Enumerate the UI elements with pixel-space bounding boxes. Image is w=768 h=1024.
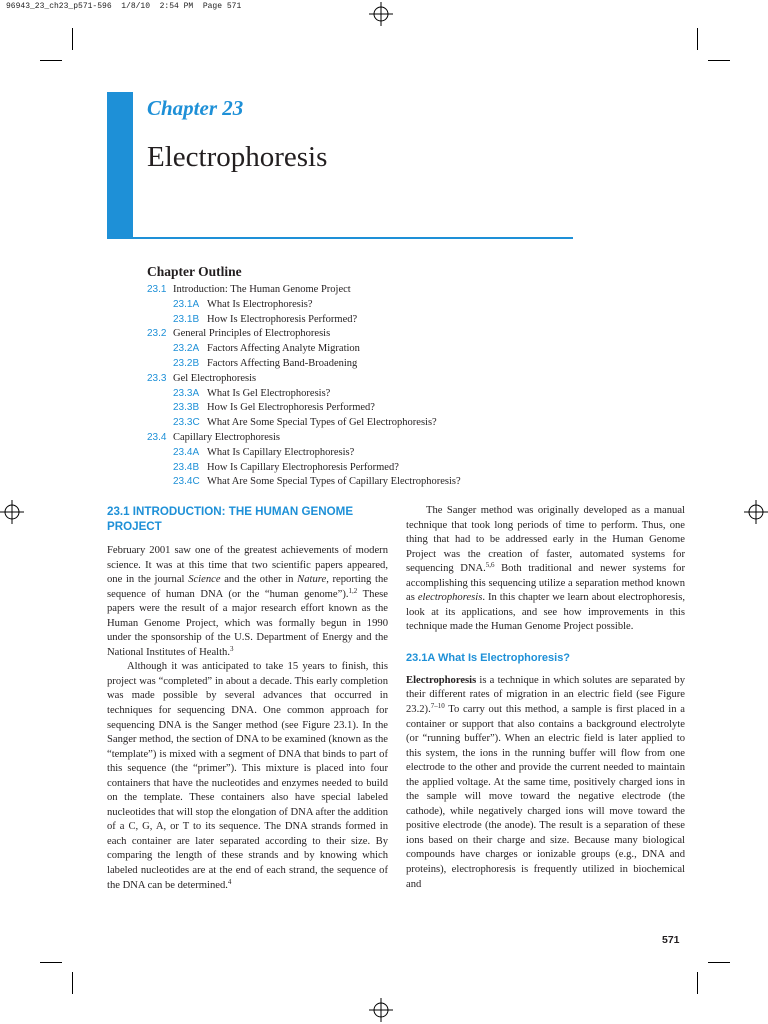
subsection-heading: 23.1A What Is Electrophoresis? [406, 651, 571, 664]
page-number: 571 [662, 934, 680, 946]
outline-subsection [147, 416, 587, 431]
crop-mark [708, 962, 730, 963]
outline-title: General Principles of Electrophoresis [173, 328, 331, 340]
outline-number: 23.3A [173, 387, 200, 399]
outline-section [147, 372, 587, 387]
crop-mark [72, 972, 73, 994]
chapter-accent-bar [107, 92, 133, 239]
chapter-label: Chapter 23 [147, 96, 244, 120]
outline-title: What Are Some Special Types of Capillary Electrophoresis? [207, 476, 461, 488]
outline-section [147, 283, 587, 298]
left-column [107, 504, 388, 893]
outline-number: 23.3 [147, 372, 167, 384]
outline-subsection [147, 461, 587, 476]
outline-number: 23.3C [173, 417, 200, 429]
crop-mark [72, 28, 73, 50]
outline-subsection [147, 357, 587, 372]
crop-mark [697, 972, 698, 994]
citation-superscript: 1,2 [348, 586, 358, 595]
chapter-title: Electrophoresis [147, 141, 328, 173]
paragraph: February 2001 saw one of the greatest achievements of modern science. It was at this time that two scientific papers appeared, one in the journal Science and the other in Nature, reporting the sequence of human DNA (or the “human genome”).$^{1,2}$ These papers were the result of a major research effort known as the Human Genome Project, which was formally begun in 1990 under the sponsorship of the U.S. Department of Energy and the National Institutes of Health.$^3$ [107, 545, 388, 658]
registration-mark-icon [744, 500, 768, 524]
outline-title: What Is Gel Electrophoresis? [207, 387, 331, 399]
outline-subsection [147, 298, 587, 313]
crop-mark [697, 28, 698, 50]
outline-subsection [147, 475, 587, 490]
crop-mark [40, 60, 62, 61]
outline-section [147, 431, 587, 446]
outline-title: How Is Capillary Electrophoresis Performed? [207, 461, 399, 473]
outline-list [147, 283, 587, 490]
outline-number: 23.4 [147, 431, 167, 443]
outline-number: 23.2B [173, 357, 200, 369]
citation-superscript: 7–10 [430, 702, 445, 711]
outline-title: How Is Gel Electrophoresis Performed? [207, 402, 375, 414]
paragraph: Electrophoresis is a technique in which solutes are separated by their different rates of migration in an electric field (see Figure 23.2).$^{7-10}$ To carry out this method, a sample is first placed in a container or support that also contains a background electrolyte (or “running buffer”). When an electric field is later applied to this system, the ions in the running buffer will flow from one electrode to the other and provide the current needed to maintain the applied voltage. At the same time, positively charged ions in the sample will move toward the negative electrode (the cathode), while negatively charged ions will move toward the positive electrode (the anode). The result is a separation of these ions based on their charge and size. Because many biological compounds have charges or ionizable groups (e.g., DNA and proteins), electrophoresis is frequently utilized in biochemical and [406, 674, 685, 890]
outline-title: What Are Some Special Types of Gel Electrophoresis? [207, 417, 437, 429]
outline-subsection [147, 313, 587, 328]
outline-section [147, 327, 587, 342]
outline-title: Gel Electrophoresis [173, 372, 257, 384]
outline-number: 23.1B [173, 313, 200, 325]
citation-superscript: 3 [229, 644, 234, 653]
outline-number: 23.3B [173, 402, 200, 414]
registration-mark-icon [0, 500, 24, 524]
registration-mark-icon [369, 2, 393, 26]
registration-mark-icon [369, 998, 393, 1022]
paragraph: The Sanger method was originally developed as a manual technique that took long periods of time to perform. Thus, one thing that had to be addressed early in the Human Genome Project was the creation of faster, automated systems for sequencing DNA.$^{5,6}$ Both traditional and newer systems for accomplishing this sequencing utilize a separation method known as electrophoresis. In this chapter we learn about electrophoresis, look at its applications, and see how improvements in this technique made the Human Genome Project possible. [406, 505, 685, 633]
outline-title: What Is Electrophoresis? [207, 298, 313, 310]
outline-number: 23.4B [173, 461, 200, 473]
outline-heading: Chapter Outline [147, 264, 242, 279]
paragraph: Although it was anticipated to take 15 years to finish, this project was “completed” in about a decade. This early completion was made possible by several advances that occurred in techniques for sequencing DNA. One common approach for sequencing DNA is the Sanger method (see Figure 23.1). In the Sanger method, the section of DNA to be examined (known as the “template”) is mixed with a segment of DNA that binds to part of this sequence (the “primer”). This mixture is placed into four containers that have the nucleotides and enzymes needed to build on the template. These containers also have special labeled nucleotides that will stop the elongation of DNA after the addition of a C, G, A, or T to its sequence. The DNA strands formed in each container are later separated according to their size. By comparing the length of these strands and by knowing which labeled nucleotides are at the end of each strand, the sequence of the DNA can be determined.$^4$ [107, 661, 388, 891]
outline-subsection [147, 342, 587, 357]
outline-subsection [147, 401, 587, 416]
outline-number: 23.1A [173, 298, 200, 310]
outline-number: 23.4A [173, 446, 200, 458]
chapter-accent-rule [107, 237, 573, 239]
crop-mark [40, 962, 62, 963]
outline-number: 23.1 [147, 284, 167, 295]
chapter-outline [147, 264, 587, 490]
print-slug: 96943_23_ch23_p571-596 1/8/10 2:54 PM Page 571 [6, 2, 242, 11]
citation-superscript: 5,6 [485, 561, 495, 570]
outline-title: Introduction: The Human Genome Project [173, 284, 351, 295]
outline-title: Factors Affecting Analyte Migration [207, 343, 360, 355]
citation-superscript: 4 [227, 877, 232, 886]
outline-subsection [147, 387, 587, 402]
outline-subsection [147, 446, 587, 461]
outline-title: How Is Electrophoresis Performed? [207, 313, 358, 325]
outline-number: 23.2 [147, 328, 167, 340]
outline-number: 23.2A [173, 343, 200, 355]
outline-title: Capillary Electrophoresis [173, 431, 281, 443]
crop-mark [708, 60, 730, 61]
section-heading: 23.1 INTRODUCTION: THE HUMAN GENOME PROJECT [107, 505, 354, 533]
outline-number: 23.4C [173, 476, 200, 488]
outline-title: Factors Affecting Band-Broadening [207, 357, 358, 369]
right-column [406, 504, 685, 892]
outline-title: What Is Capillary Electrophoresis? [207, 446, 355, 458]
